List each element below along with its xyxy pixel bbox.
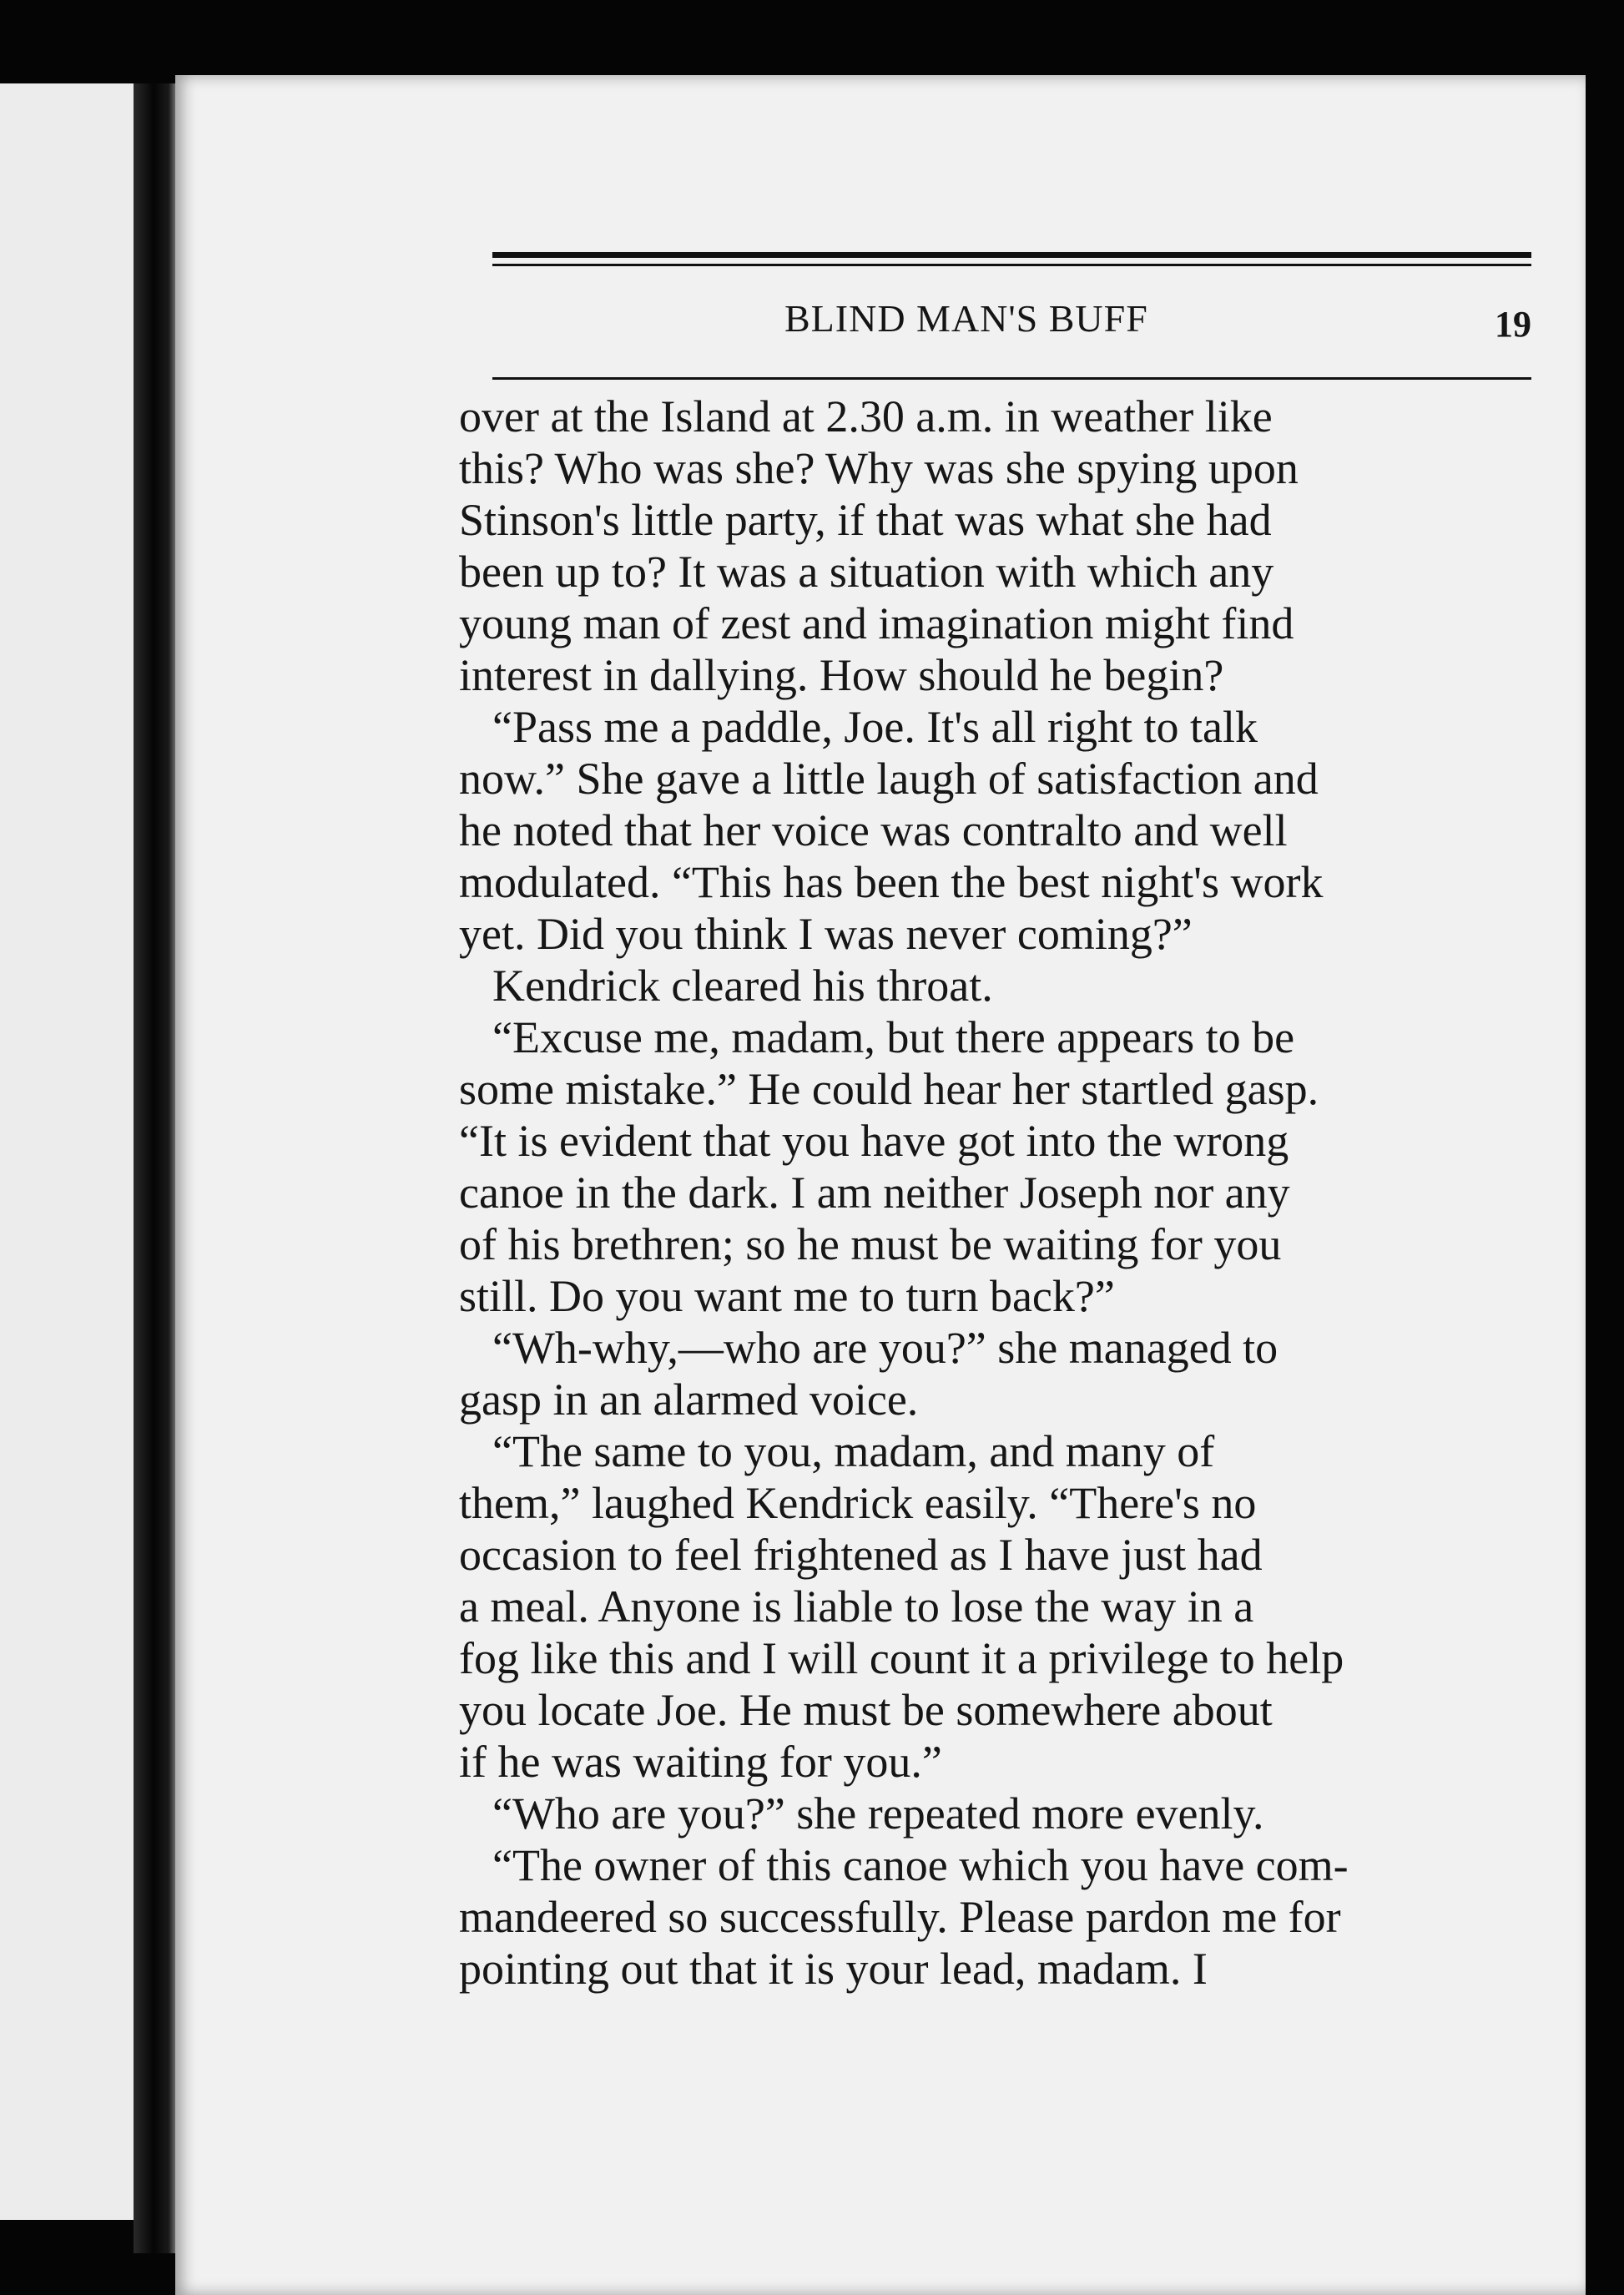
page-number: 19 [1495, 304, 1531, 345]
body-text [459, 391, 1531, 1995]
book-page [175, 75, 1586, 2295]
text-line: “Wh-why,—who are you?” she managed to [492, 1323, 1279, 1373]
text-line: young man of zest and imagination might find [459, 598, 1294, 648]
text-line: this? Who was she? Why was she spying upon [459, 443, 1299, 493]
text-line: if he was waiting for you.” [459, 1737, 942, 1787]
text-line: fog like this and I will count it a privilege to help [459, 1633, 1344, 1683]
text-line: you locate Joe. He must be somewhere about [459, 1685, 1273, 1735]
text-line: “The same to you, madam, and many of [492, 1426, 1215, 1476]
text-line: “Who are you?” she repeated more evenly. [492, 1788, 1264, 1839]
text-line: still. Do you want me to turn back?” [459, 1271, 1115, 1321]
text-line: some mistake.” He could hear her startled gasp. [459, 1064, 1319, 1114]
text-line: of his brethren; so he must be waiting for you [459, 1219, 1282, 1269]
text-line: been up to? It was a situation with which any [459, 547, 1274, 597]
running-title: BLIND MAN'S BUFF [784, 297, 1148, 340]
running-head [492, 296, 1531, 346]
text-line: “Excuse me, madam, but there appears to be [492, 1012, 1295, 1062]
text-line: “Pass me a paddle, Joe. It's all right to talk [492, 702, 1258, 752]
text-line: interest in dallying. How should he begin? [459, 650, 1224, 700]
header-rule-double [492, 264, 1531, 266]
text-line: modulated. “This has been the best night's work [459, 857, 1324, 907]
text-line: them,” laughed Kendrick easily. “There's no [459, 1478, 1257, 1528]
text-line: Stinson's little party, if that was what she had [459, 495, 1272, 545]
header-rule-bottom [492, 377, 1531, 380]
text-line: pointing out that it is your lead, madam. I [459, 1944, 1208, 1994]
text-line: “It is evident that you have got into the wrong [459, 1116, 1289, 1166]
text-line: mandeered so successfully. Please pardon me for [459, 1892, 1341, 1942]
text-line: a meal. Anyone is liable to lose the way in a [459, 1581, 1254, 1632]
text-line: occasion to feel frightened as I have just had [459, 1530, 1263, 1580]
text-line: gasp in an alarmed voice. [459, 1374, 919, 1425]
text-line: he noted that her voice was contralto and well [459, 805, 1288, 855]
text-line: Kendrick cleared his throat. [492, 961, 993, 1011]
text-line: now.” She gave a little laugh of satisfaction and [459, 754, 1319, 804]
text-line: yet. Did you think I was never coming?” [459, 909, 1193, 959]
text-line: canoe in the dark. I am neither Joseph nor any [459, 1168, 1290, 1218]
header-rule-thick [492, 252, 1531, 258]
text-line: “The owner of this canoe which you have com- [492, 1840, 1349, 1890]
text-line: over at the Island at 2.30 a.m. in weather like [459, 391, 1273, 441]
